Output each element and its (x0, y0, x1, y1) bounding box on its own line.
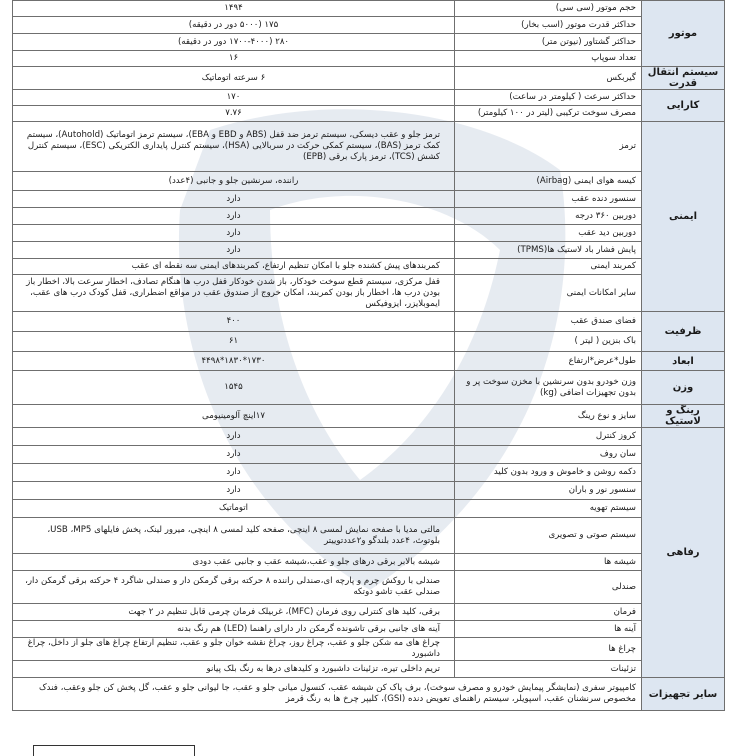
spec-value: ۱۶ (13, 51, 455, 67)
spec-row (13, 275, 725, 312)
spec-value: چراغ های مه شکن جلو و عقب، چراغ روز، چراغ نقشه خوان جلو و عقب، تنظیم ارتفاع چراغ های جلو از داخل، چراغ داشبورد (13, 638, 455, 661)
spec-row (13, 352, 725, 371)
spec-label: فرمان (455, 604, 642, 621)
spec-label: کمربند ایمنی (455, 259, 642, 275)
spec-row (13, 554, 725, 571)
category-cell: ظرفیت (642, 312, 725, 352)
spec-label: کیسه هوای ایمنی (Airbag) (455, 172, 642, 191)
spec-row (13, 90, 725, 106)
spec-label: سنسور نور و باران (455, 482, 642, 500)
spec-value: دارد (13, 482, 455, 500)
spec-label: کامپیوتر سفری (نمایشگر پیمایش خودرو و مصرف سوخت)، برف پاک کن شیشه عقب، کنسول میانی جلو و عقب، جا لیوانی جلو و عقب، گل پخش کن جلو وعقب، فندک مخصوص سرنشنان عقب، اسپویلر، سیستم راهنمای تعویض دنده (GSI)، کلیپر چرخ ها به رنگ قرمز (13, 678, 642, 711)
spec-label: تزئینات (455, 661, 642, 678)
spec-label: ترمز (455, 122, 642, 172)
category-cell: سیستم انتقال قدرت (642, 67, 725, 90)
spec-row (13, 678, 725, 711)
category-cell: ایمنی (642, 122, 725, 312)
spec-row (13, 571, 725, 604)
spec-row (13, 51, 725, 67)
spec-row (13, 106, 725, 122)
spec-value: دارد (13, 242, 455, 259)
category-cell: سایر تجهیزات (642, 678, 725, 711)
spec-value: ۱۷۰ (13, 90, 455, 106)
spec-label: سیستم تهویه (455, 500, 642, 518)
spec-label: سایز و نوع رینگ (455, 405, 642, 428)
spec-label: سنسور دنده عقب (455, 191, 642, 208)
spec-label: طول*عرض*ارتفاع (455, 352, 642, 371)
spec-row (13, 191, 725, 208)
spec-row (13, 518, 725, 554)
spec-label: مصرف سوخت ترکیبی (لیتر در ۱۰۰ کیلومتر) (455, 106, 642, 122)
spec-row (13, 621, 725, 638)
spec-value: برقی، کلید های کنترلی روی فرمان (MFC)، غربیلک فرمان چرمی قابل تنظیم در ۲ جهت (13, 604, 455, 621)
bottom-frame (33, 745, 195, 756)
spec-label: حداکثر سرعت ( کیلومتر در ساعت) (455, 90, 642, 106)
spec-label: حداکثر گشتاور (نیوتن متر) (455, 34, 642, 51)
spec-value: ۶۱ (13, 332, 455, 352)
spec-label: صندلی (455, 571, 642, 604)
spec-label: سیستم صوتی و تصویری (455, 518, 642, 554)
spec-value: دارد (13, 208, 455, 225)
spec-label: گیربکس (455, 67, 642, 90)
spec-row (13, 638, 725, 661)
spec-row (13, 405, 725, 428)
category-cell: موتور (642, 1, 725, 67)
spec-table (12, 0, 725, 711)
spec-row (13, 371, 725, 405)
spec-label: حجم موتور (سی سی) (455, 1, 642, 17)
spec-value: راننده، سرنشین جلو و جانبی (۴عدد) (13, 172, 455, 191)
spec-value: اتوماتیک (13, 500, 455, 518)
spec-row (13, 482, 725, 500)
spec-label: فضای صندق عقب (455, 312, 642, 332)
spec-value: ۷.۷۶ (13, 106, 455, 122)
spec-value: ۴۰۰ (13, 312, 455, 332)
spec-label: دوربین ۳۶۰ درجه (455, 208, 642, 225)
spec-value: ۲۸۰ (۱۷۰۰-۴۰۰۰ دور در دقیقه) (13, 34, 455, 51)
spec-label: چراغ ها (455, 638, 642, 661)
spec-label: سان روف (455, 446, 642, 464)
spec-label: دوربین دید عقب (455, 225, 642, 242)
spec-value: دارد (13, 464, 455, 482)
spec-row (13, 661, 725, 678)
spec-label: وزن خودرو بدون سرنشین با مخزن سوخت پر و بدون تجهیزات اضافی (kg) (455, 371, 642, 405)
spec-value: دارد (13, 225, 455, 242)
spec-value: تریم داخلی تیره، تزئینات داشبورد و کلیدهای درها به رنگ بلک پیانو (13, 661, 455, 678)
category-cell: کارایی (642, 90, 725, 122)
spec-row (13, 208, 725, 225)
spec-value: شیشه بالابر برقی درهای جلو و عقب،شیشه عقب و جانبی عقب دودی (13, 554, 455, 571)
spec-label: دکمه روشن و خاموش و ورود بدون کلید (455, 464, 642, 482)
spec-label: سایر امکانات ایمنی (455, 275, 642, 312)
spec-row (13, 172, 725, 191)
spec-label: آینه ها (455, 621, 642, 638)
spec-label: پایش فشار باد لاستیک ها(TPMS) (455, 242, 642, 259)
spec-value: دارد (13, 191, 455, 208)
spec-label: تعداد سوپاپ (455, 51, 642, 67)
spec-value: ۱۷۵ (۵۰۰۰ دور در دقیقه) (13, 17, 455, 34)
spec-label: شیشه ها (455, 554, 642, 571)
spec-row (13, 312, 725, 332)
spec-row (13, 464, 725, 482)
spec-value: آینه های جانبی برقی تاشونده گرمکن دار دارای راهنما (LED) هم رنگ بدنه (13, 621, 455, 638)
spec-row (13, 34, 725, 51)
spec-value: ۱۵۴۵ (13, 371, 455, 405)
category-cell: ابعاد (642, 352, 725, 371)
spec-row (13, 428, 725, 446)
spec-row (13, 1, 725, 17)
spec-value: دارد (13, 428, 455, 446)
spec-label: باک بنزین ( لیتر ) (455, 332, 642, 352)
spec-value: ۱۷۳۰*۱۸۳۰*۴۴۹۸ (13, 352, 455, 371)
spec-value: ۱۷اینچ آلومینیومی (13, 405, 455, 428)
spec-row (13, 122, 725, 172)
category-cell: رفاهی (642, 428, 725, 678)
spec-value: مالتی مدیا با صفحه نمایش لمسی ۸ اینچی، صفحه کلید لمسی ۸ اینچی، میرور لینک، پخش فایلهای USB ،MP5، بلوتوث، ۴عدد بلندگو و۲عددتوییتر (13, 518, 455, 554)
spec-row (13, 225, 725, 242)
spec-row (13, 500, 725, 518)
spec-row (13, 17, 725, 34)
spec-value: ترمز جلو و عقب دیسکی، سیستم ترمز ضد قفل (ABS و EBD و EBA)، سیستم ترمز اتوماتیک (Autohold)، سیستم کمک ترمز (BAS)، سیستم کمکی حرکت در سربالایی (HSA)، سیستم کنترل پایداری الکتریکی (ESC)، سیستم کنترل کشش (TCS)، ترمز پارک برقی (EPB) (13, 122, 455, 172)
spec-value: ۱۴۹۴ (13, 1, 455, 17)
spec-row (13, 259, 725, 275)
category-cell: رینگ و لاستیک (642, 405, 725, 428)
spec-value: ۶ سرعته اتوماتیک (13, 67, 455, 90)
spec-value: صندلی با روکش چرم و پارچه ای،صندلی راننده ۸ حرکته برقی گرمکن دار و صندلی شاگرد ۴ حرکته برقی گرمکن دار، صندلی عقب تاشو دوتکه (13, 571, 455, 604)
spec-row (13, 242, 725, 259)
spec-label: حداکثر قدرت موتور (اسب بخار) (455, 17, 642, 34)
spec-row (13, 332, 725, 352)
spec-value: کمربندهای پیش کشنده جلو با امکان تنظیم ارتفاع، کمربندهای ایمنی سه نقطه ای عقب (13, 259, 455, 275)
spec-value: دارد (13, 446, 455, 464)
spec-row (13, 67, 725, 90)
spec-value: قفل مرکزی، سیستم قطع سوخت خودکار، باز شدن خودکار قفل درب ها هنگام تصادف، اخطار سرعت بالا، اخطار باز بودن درب ها، اخطار باز بودن کمربند، امکان خروج از صندوق عقب در مواقع اضطراری، قفل کودک درب های عقب، ایموبلایزر، ایزوفیکس (13, 275, 455, 312)
spec-row (13, 604, 725, 621)
spec-label: کروز کنترل (455, 428, 642, 446)
spec-row (13, 446, 725, 464)
category-cell: وزن (642, 371, 725, 405)
